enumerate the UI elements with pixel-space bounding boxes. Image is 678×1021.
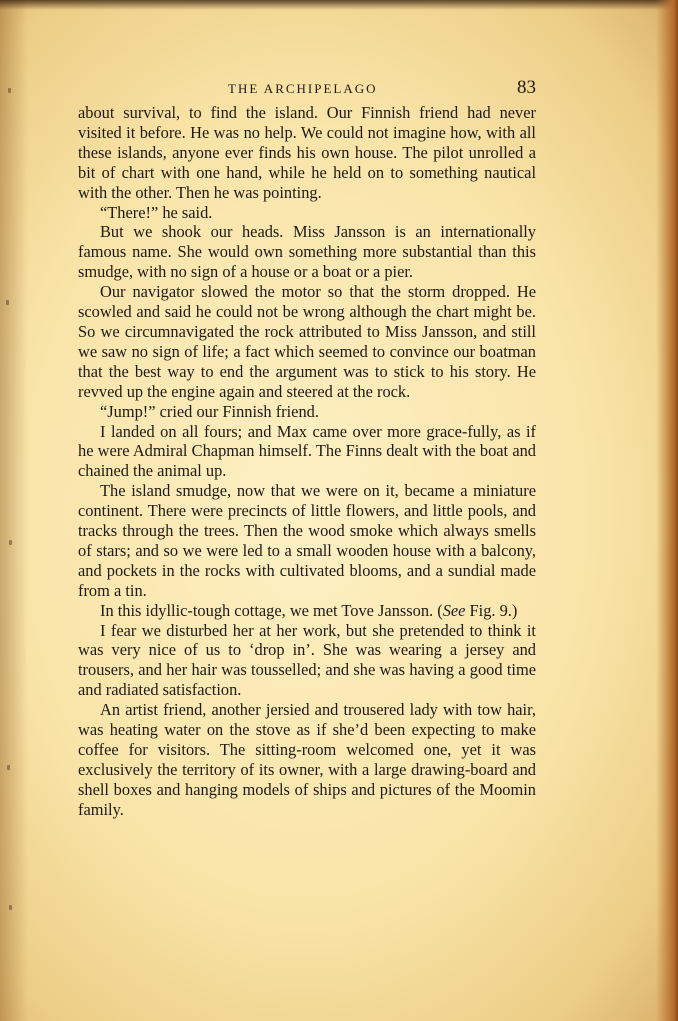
page-number: 83 — [517, 77, 536, 98]
margin-mark — [9, 905, 12, 910]
paragraph: Our navigator slowed the motor so that the storm dropped. He scowled and said he could not be wrong although the chart might be. So we circumnavigated the rock attributed to Miss Jansson, and still we saw no sign of life; a fact which seemed to convince our boatman that the best way to end the argument was to stick to his story. He revved up the engine again and steered at the rock. — [78, 282, 536, 401]
paragraph: I fear we disturbed her at her work, but she pretended to think it was very nice of us to ‘drop in’. She was wearing a jersey and trousers, and her hair was tousselled; and she was having a good time and radiated satisfaction. — [78, 620, 536, 700]
paragraph: “There!” he said. — [100, 202, 213, 222]
paragraph: But we shook our heads. Miss Jansson is an internationally famous name. She would own something more substantial than this smudge, with no sign of a house or a boat or a pier. — [78, 222, 536, 282]
margin-mark — [6, 300, 9, 305]
page-header — [78, 77, 540, 105]
margin-mark — [7, 765, 10, 770]
paragraph: The island smudge, now that we were on it, became a miniature continent. There were precincts of little flowers, and little pools, and tracks through the trees. Then the wood smoke which always smells of stars; and so we were led to a small wooden house with a balcony, and pockets in the rocks with cultivated blooms, and a sundial made from a tin. — [78, 481, 536, 600]
running-head: THE ARCHIPELAGO — [228, 81, 378, 96]
body-text — [78, 103, 536, 820]
see-italic: See — [442, 600, 466, 620]
paragraph: An artist friend, another jersied and trousered lady with tow hair, was heating water on the stove as if she’d been expecting to make coffee for visitors. The sitting-room welcomed one, yet it was exclusively the territory of its owner, with a large drawing-board and shell boxes and hanging models of ships and pictures of the Moomin family. — [78, 700, 536, 819]
margin-mark — [9, 540, 12, 545]
paragraph: “Jump!” cried our Finnish friend. — [100, 401, 319, 421]
paragraph-figure-reference — [78, 601, 536, 621]
paragraph-text: In this idyllic-tough cottage, we met Tove Jansson. ( — [100, 600, 443, 620]
margin-mark — [8, 88, 11, 93]
paragraph: about survival, to find the island. Our Finnish friend had never visited it before. He was no help. We could not imagine how, with all these islands, anyone ever finds his own house. The pilot unrolled a bit of chart with one hand, while he held on to something nautical with the other. Then he was pointing. — [78, 103, 536, 202]
page-top-shadow — [0, 0, 678, 10]
figure-reference: Fig. 9.) — [465, 600, 518, 620]
paragraph: I landed on all fours; and Max came over more grace-fully, as if he were Admiral Chapman himself. The Finns dealt with the boat and chained the animal up. — [78, 421, 536, 481]
